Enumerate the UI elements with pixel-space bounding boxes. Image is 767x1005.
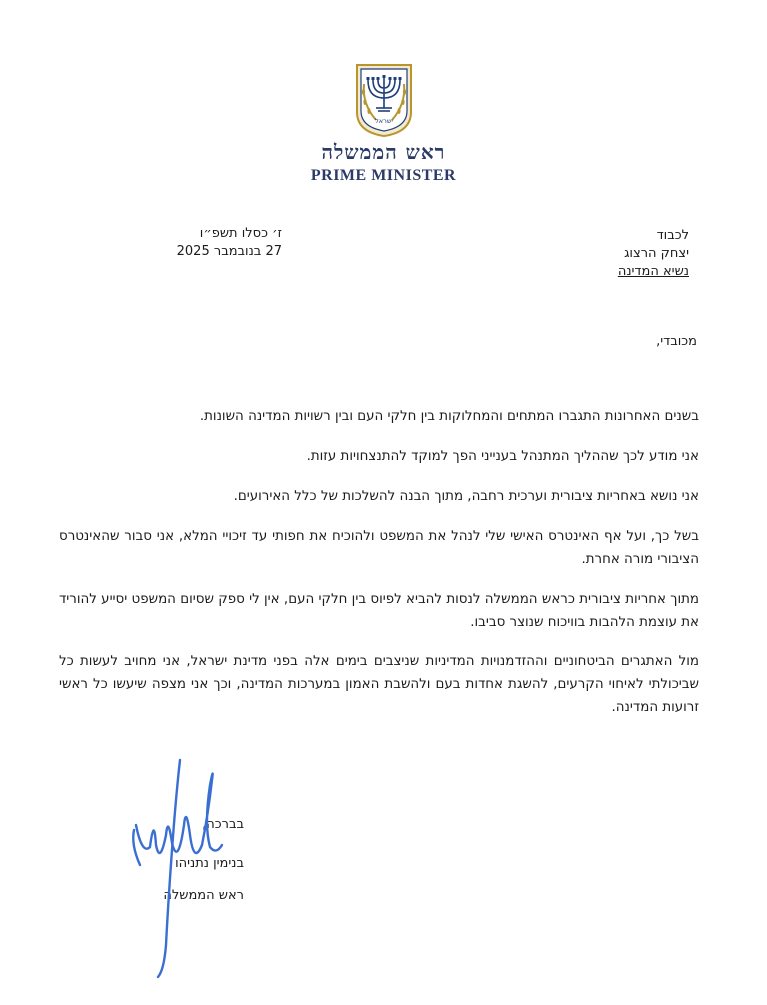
body-paragraph-2: אני מודע לכך שההליך המתנהל בענייני הפך למוקד להתנצחויות עזות. (306, 449, 699, 464)
letterhead-title-hebrew: ראש הממשלה (321, 140, 446, 164)
letterhead-title-english: PRIME MINISTER (310, 167, 457, 184)
body-paragraph-6: מול האתגרים הביטחוניים וההזדמנויות המדיניות שניצבים בימים אלה בפני מדינת ישראל, אני מחויב לעשות כל שביכולתי לאיחוי הקרעים, להשגת אחדות בעם ולהשבת האמון במערכות המדינה, וכך אני מצפה שיעשו כל ראשי זרועות המדינה. (59, 654, 699, 715)
body-paragraph-5: מתוך אחריות ציבורית כראש הממשלה לנסות להביא לפיוס בין חלקי העם, אין לי ספק שסיום המשפט יסייע להוריד את עוצמת הלהבות בוויכוח שנוצר סביבו. (59, 592, 699, 630)
date-gregorian: 27 בנובמבר 2025 (176, 244, 282, 259)
closing-name: בנימין נתניהו (175, 856, 244, 871)
state-emblem-icon (354, 62, 414, 138)
body-paragraph-3: אני נושא באחריות ציבורית וערכית רחבה, מתוך הבנה להשלכות של כלל האירועים. (233, 489, 699, 504)
recipient-name: יצחק הרצוג (624, 246, 689, 261)
recipient-title: נשיא המדינה (617, 264, 689, 279)
body-paragraph-4: בשל כך, ועל אף האינטרס האישי שלי לנהל את המשפט ולהוכיח את חפותי עד זיכויי המלא, אני סבור שהאינטרס הציבורי מורה אחרת. (59, 529, 699, 567)
closing-regards: בברכה, (202, 817, 244, 832)
closing-role: ראש הממשלה (163, 888, 244, 903)
greeting: מכובדי, (656, 334, 697, 349)
date-hebrew: ז׳ כסלו תשפ״ו (199, 226, 282, 241)
recipient-salutation: לכבוד (656, 228, 689, 243)
handwritten-signature (128, 755, 228, 980)
emblem-text: ישראל (375, 117, 393, 125)
body-paragraph-1: בשנים האחרונות התגברו המתחים והמחלוקות בין חלקי העם ובין רשויות המדינה השונות. (199, 409, 699, 424)
